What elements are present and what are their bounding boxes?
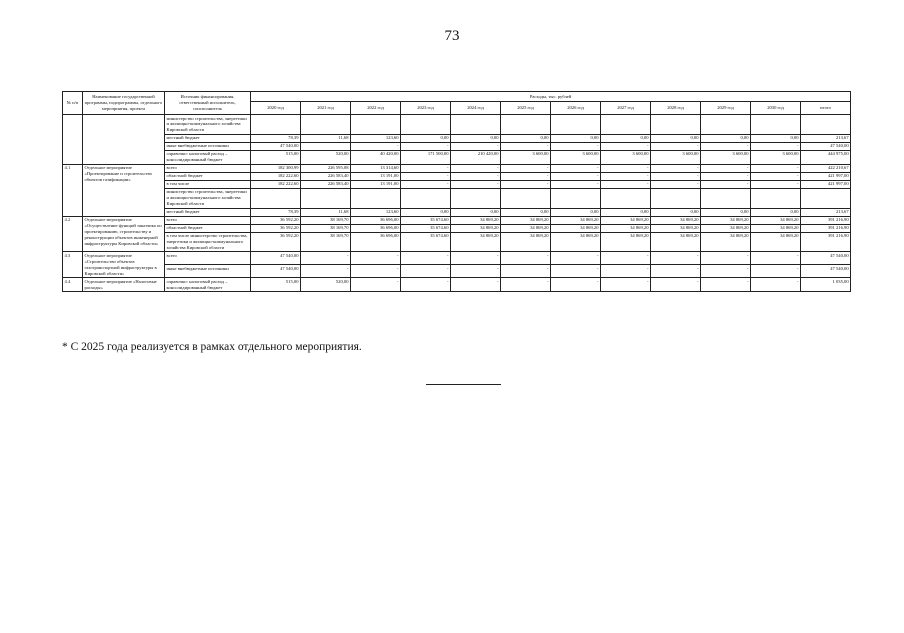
table-row [63,142,851,150]
expense-value: 47 540,00 [251,142,301,150]
expense-value: - [351,278,401,292]
expense-value: - [601,180,651,188]
expense-value: - [601,265,651,278]
expense-value: 421 997,00 [801,180,851,188]
year-header: 2022 год [351,102,401,115]
expense-value: 11,68 [301,208,351,216]
expense-value [751,115,801,135]
expense-value: - [601,142,651,150]
expense-value: 13 314,60 [351,164,401,172]
expense-value: - [751,180,801,188]
expense-value: 34 869,20 [451,232,501,252]
expense-value: - [551,265,601,278]
expense-value: 391 216,90 [801,232,851,252]
expense-value: - [351,252,401,265]
expense-value: - [701,252,751,265]
expense-value [251,115,301,135]
year-header: 2030 год [751,102,801,115]
expense-value: 13 191,00 [351,180,401,188]
expense-value: 34 869,20 [751,216,801,224]
expense-value: 0,00 [501,134,551,142]
expense-value: 13 191,00 [351,172,401,180]
expense-value: 0,00 [551,208,601,216]
expense-value: 35 674,60 [401,216,451,224]
funding-source: местный бюджет [165,208,251,216]
expense-value: - [401,180,451,188]
year-header: 2025 год [501,102,551,115]
expense-value: - [651,252,701,265]
expense-value: 38 169,70 [301,216,351,224]
funding-source: всего [165,252,251,265]
expense-value [751,188,801,208]
footnote: * С 2025 года реализуется в рамках отдельного мероприятия. [62,341,362,353]
table-row [63,208,851,216]
expense-value: - [751,142,801,150]
funding-source: министерство строительства, энергетики и жилищно-коммунального хозяйства Кировской области [165,115,251,135]
expense-value: - [601,278,651,292]
expense-value: 1 035,00 [801,278,851,292]
expense-value: 34 869,20 [601,232,651,252]
expense-value: 0,00 [701,134,751,142]
expense-value: - [601,252,651,265]
expense-value: - [601,172,651,180]
expense-value: - [401,172,451,180]
funding-source: иные внебюджетные источники [165,142,251,150]
expense-value: 34 869,20 [451,216,501,224]
expense-value: - [751,164,801,172]
expense-value: 213,67 [801,134,851,142]
col-header-no: № п/п [63,92,83,115]
expense-value: - [451,252,501,265]
expense-value: - [701,142,751,150]
divider-line [426,384,501,385]
expense-value: - [651,180,701,188]
table-row [63,278,851,292]
expense-value: 0,00 [651,134,701,142]
expense-value: 34 869,20 [651,224,701,232]
expense-value [651,115,701,135]
expense-value: - [701,265,751,278]
expense-value [801,188,851,208]
expense-value [351,115,401,135]
expense-value: - [701,164,751,172]
table-row [63,150,851,164]
expense-value: - [551,164,601,172]
expense-value: 3 600,00 [651,150,701,164]
program-name: Отдельное мероприятие «Строительство объектов газотранспортной инфраструктуры в Кировской области» [83,252,165,278]
funding-source: справочно: налоговый расход – консолидированный бюджет [165,278,251,292]
expense-value: 123,60 [351,208,401,216]
expense-value: - [751,265,801,278]
funding-source: областной бюджет [165,172,251,180]
expense-value [651,188,701,208]
expense-value: 515,00 [251,150,301,164]
program-name: Отдельное мероприятие «Осуществление функций заказчика по проектированию, строительству и реконструкции объектов инженерной инфраструктуры Кировской области» [83,216,165,252]
expense-value: 38 169,70 [301,224,351,232]
expense-value: 421 997,00 [801,172,851,180]
expense-value [451,115,501,135]
expense-value: 3 600,00 [701,150,751,164]
expense-value: 34 869,20 [551,216,601,224]
table-row [63,252,851,265]
expense-value: - [451,164,501,172]
funding-source: всего [165,164,251,172]
funding-source: иные внебюджетные источники [165,265,251,278]
year-header: 2021 год [301,102,351,115]
expense-value: - [551,278,601,292]
table-row [63,216,851,224]
expense-value: 34 869,20 [501,216,551,224]
expense-value [301,142,351,150]
expense-value: - [551,180,601,188]
table-row [63,115,851,135]
expense-value: 0,00 [501,208,551,216]
year-header: 2027 год [601,102,651,115]
expense-value: 0,00 [551,134,601,142]
expense-value [401,115,451,135]
expense-value: 515,00 [251,278,301,292]
expense-value: 444 975,00 [801,150,851,164]
table-body [63,115,851,292]
row-number [63,115,83,165]
expense-value [701,188,751,208]
expense-value: 0,00 [601,134,651,142]
expense-value: - [401,265,451,278]
expense-value: - [351,142,401,150]
expense-value [701,115,751,135]
expense-value: - [501,142,551,150]
expense-value [301,188,351,208]
page-number: 73 [444,28,460,44]
year-header: 2026 год [551,102,601,115]
expense-value: 34 869,20 [751,224,801,232]
expense-value: 520,00 [301,150,351,164]
expense-value: - [301,252,351,265]
expense-value: - [501,265,551,278]
expense-value: 34 869,20 [701,224,751,232]
expense-value: - [501,164,551,172]
expense-value [501,188,551,208]
expense-value: - [651,265,701,278]
expense-value: 0,00 [451,208,501,216]
expense-value: 3 600,00 [601,150,651,164]
expense-value: 3 600,00 [551,150,601,164]
expense-value: 36 592,20 [251,216,301,224]
expense-value: 34 869,20 [651,216,701,224]
expense-value: - [401,278,451,292]
expense-value [601,188,651,208]
expense-value: 47 540,00 [251,252,301,265]
year-header: 2023 год [401,102,451,115]
expense-value: - [551,142,601,150]
expense-value: 35 674,60 [401,232,451,252]
expense-value: - [651,142,701,150]
expense-value: 11,68 [301,134,351,142]
funding-source: всего [165,216,251,224]
expense-value [551,188,601,208]
expense-value: 34 869,20 [651,232,701,252]
expense-value [451,188,501,208]
expense-value: 182 300,99 [251,164,301,172]
expense-value [601,115,651,135]
expense-value: - [501,252,551,265]
expense-value: 78,39 [251,208,301,216]
expense-value: - [551,252,601,265]
expense-value [351,188,401,208]
expense-value: 3 600,00 [751,150,801,164]
table-row [63,134,851,142]
expense-value: 47 540,00 [251,265,301,278]
expense-value: 34 869,20 [551,232,601,252]
row-number: 4.4 [63,278,83,292]
expense-value: - [651,278,701,292]
expense-value: 78,39 [251,134,301,142]
expense-value: - [401,252,451,265]
col-header-source: Источник финансирования, ответственный исполнитель, соисполнитель [165,92,251,115]
expense-value: 34 869,20 [551,224,601,232]
table-row [63,180,851,188]
expense-value: 182 222,60 [251,180,301,188]
expense-value: - [701,172,751,180]
expense-value: 3 600,00 [501,150,551,164]
year-header: 2020 год [251,102,301,115]
program-name [83,115,165,165]
year-header: 2028 год [651,102,701,115]
funding-source: местный бюджет [165,134,251,142]
expense-value: 34 869,20 [501,232,551,252]
expense-value: - [751,172,801,180]
expense-value [301,115,351,135]
expense-value: 34 869,20 [501,224,551,232]
expense-value: 36 696,00 [351,216,401,224]
expense-value: 35 674,60 [401,224,451,232]
expense-value: 0,00 [401,208,451,216]
expense-value: 0,00 [751,134,801,142]
header-row [63,92,851,102]
expenses-table [62,91,851,292]
expense-value: - [301,265,351,278]
expense-value: 0,00 [651,208,701,216]
expense-value: 38 169,70 [301,232,351,252]
expense-value: - [751,252,801,265]
expense-value: 34 869,20 [701,216,751,224]
expense-value: 520,00 [301,278,351,292]
expense-value: - [351,265,401,278]
expense-value: 36 592,20 [251,232,301,252]
row-number: 4.2 [63,216,83,252]
table-row [63,172,851,180]
expense-value: - [501,172,551,180]
expense-value [801,115,851,135]
expense-value: 36 696,00 [351,224,401,232]
table-row [63,224,851,232]
expense-value: 226 583,40 [301,180,351,188]
expense-value: - [501,180,551,188]
expense-value: 36 592,20 [251,224,301,232]
expense-value: - [451,172,501,180]
expense-value: 36 696,00 [351,232,401,252]
expense-value: 34 869,20 [751,232,801,252]
year-header: итого [801,102,851,115]
expense-value: - [701,278,751,292]
expense-value: 47 540,00 [801,265,851,278]
funding-source: справочно: налоговый расход – консолидированный бюджет [165,150,251,164]
expense-value: 0,00 [401,134,451,142]
expense-value: 34 869,20 [601,224,651,232]
expense-value: 422 210,67 [801,164,851,172]
expense-value: - [401,142,451,150]
year-header: 2029 год [701,102,751,115]
expense-value: 226 595,08 [301,164,351,172]
expense-value: 0,00 [701,208,751,216]
funding-source: областной бюджет [165,224,251,232]
program-name: Отдельное мероприятие «Налоговые расходы» [83,278,165,292]
expense-value: - [701,180,751,188]
expense-value [251,188,301,208]
funding-source: министерство строительства, энергетики и жилищно-коммунального хозяйства Кировской области [165,188,251,208]
expense-value: - [451,265,501,278]
row-number: 4.3 [63,252,83,278]
expense-value: 226 583,40 [301,172,351,180]
funding-source: в том числе [165,180,251,188]
expense-value: 47 540,00 [801,142,851,150]
table-row [63,188,851,208]
expense-value: - [401,164,451,172]
expense-value: - [751,278,801,292]
expense-value: 123,60 [351,134,401,142]
table-row [63,164,851,172]
expense-value: 213,67 [801,208,851,216]
expense-value: - [451,180,501,188]
expense-value: 210 420,00 [451,150,501,164]
expense-value: 34 869,20 [451,224,501,232]
expense-value: 182 222,60 [251,172,301,180]
table-row [63,232,851,252]
expense-value: 171 500,00 [401,150,451,164]
expense-value: - [501,278,551,292]
expense-value: 34 869,20 [701,232,751,252]
expense-value: 391 216,90 [801,216,851,224]
table-row [63,265,851,278]
year-header: 2024 год [451,102,501,115]
row-number: 4.1 [63,164,83,216]
program-name: Отдельное мероприятие «Проектирование и строительство объектов газификации» [83,164,165,216]
col-header-expenses: Расходы, тыс. рублей [251,92,851,102]
col-header-program: Наименование государственной программы, подпрограммы, отдельного мероприятия, проекта [83,92,165,115]
expense-value: 0,00 [751,208,801,216]
expense-value: - [551,172,601,180]
expense-value: 391 216,90 [801,224,851,232]
expense-value: 47 540,00 [801,252,851,265]
expense-value [401,188,451,208]
expense-value [501,115,551,135]
expense-value: - [651,172,701,180]
expense-value: - [451,142,501,150]
expense-value: 0,00 [601,208,651,216]
expense-value: 0,00 [451,134,501,142]
expense-value: - [601,164,651,172]
expense-value: - [651,164,701,172]
expense-value: - [451,278,501,292]
expense-value: 34 869,20 [601,216,651,224]
expense-value [551,115,601,135]
funding-source: в том числе министерство строительства, энергетики и жилищно-коммунального хозяйства Кировской области [165,232,251,252]
expense-value: 40 420,00 [351,150,401,164]
